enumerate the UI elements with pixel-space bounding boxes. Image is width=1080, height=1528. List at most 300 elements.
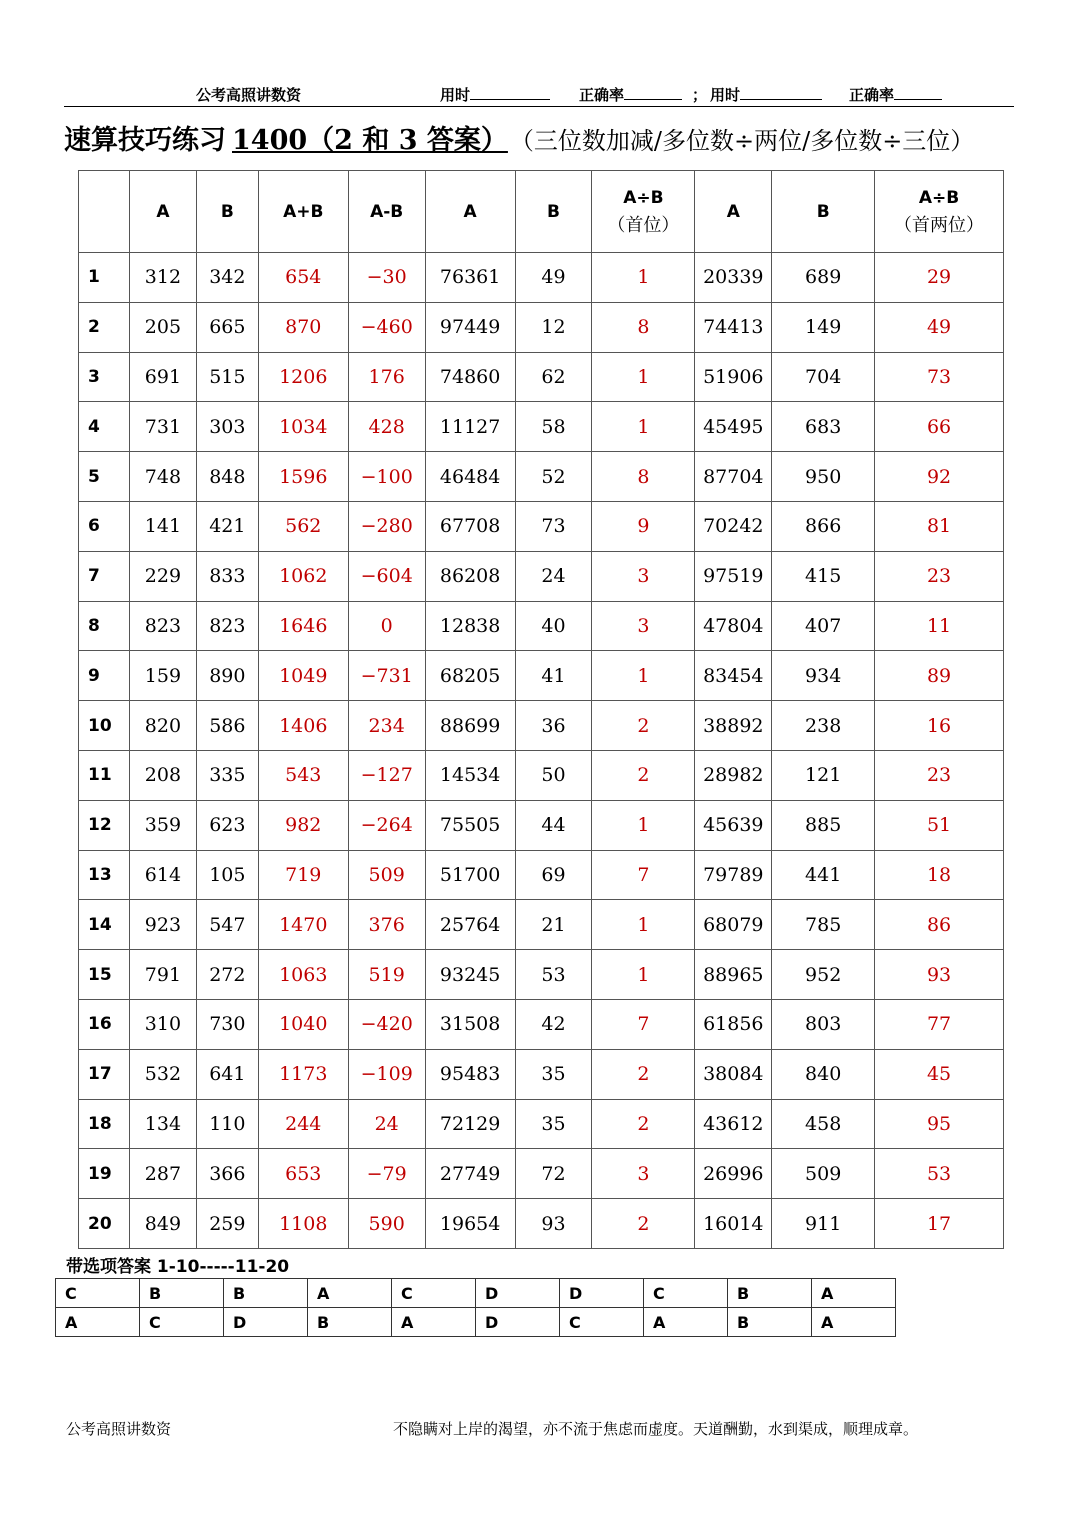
option-cell: C [560,1308,644,1337]
value-cell: 366 [196,1149,258,1199]
value-cell: 35 [515,1099,592,1149]
value-cell: 458 [772,1099,875,1149]
answer-cell: 45 [875,1049,1004,1099]
value-cell: 312 [129,253,196,303]
value-cell: 16014 [695,1199,772,1249]
value-cell: 47804 [695,601,772,651]
option-cell: D [560,1279,644,1308]
answer-cell: 654 [258,253,348,303]
value-cell: 791 [129,950,196,1000]
answer-cell: 8 [592,302,695,352]
answer-cell: 77 [875,999,1004,1049]
value-cell: 93245 [425,950,515,1000]
row-index: 14 [79,900,130,950]
table-row [79,651,1004,701]
answer-cell: 81 [875,501,1004,551]
row-index: 15 [79,950,130,1000]
value-cell: 110 [196,1099,258,1149]
value-cell: 923 [129,900,196,950]
answer-cell: 1049 [258,651,348,701]
answer-cell: 9 [592,501,695,551]
table-row [79,302,1004,352]
value-cell: 50 [515,750,592,800]
option-cell: B [728,1308,812,1337]
answer-cell: 92 [875,452,1004,502]
value-cell: 73 [515,501,592,551]
value-cell: 14534 [425,750,515,800]
row-index: 3 [79,352,130,402]
row-index: 16 [79,999,130,1049]
options-row [56,1279,896,1308]
header-diff: A-B [348,171,425,253]
value-cell: 19654 [425,1199,515,1249]
value-cell: 79789 [695,850,772,900]
value-cell: 890 [196,651,258,701]
value-cell: 51700 [425,850,515,900]
value-cell: 785 [772,900,875,950]
option-cell: C [56,1279,140,1308]
value-cell: 31508 [425,999,515,1049]
answer-cell: 1406 [258,701,348,751]
answer-cell: 428 [348,402,425,452]
value-cell: 515 [196,352,258,402]
table-row [79,452,1004,502]
title-number: 1400（2 和 3 答案） [232,125,508,156]
answer-cell: 2 [592,750,695,800]
value-cell: 335 [196,750,258,800]
answer-cell: 1 [592,950,695,1000]
answer-cell: 3 [592,1149,695,1199]
answer-cell: 86 [875,900,1004,950]
value-cell: 691 [129,352,196,402]
option-cell: A [56,1308,140,1337]
value-cell: 49 [515,253,592,303]
answer-cell: 51 [875,800,1004,850]
value-cell: 823 [129,601,196,651]
value-cell: 614 [129,850,196,900]
footer-motto: 不隐瞒对上岸的渴望，亦不流于焦虑而虚度。天道酬勤，水到渠成，顺理成章。 [393,1420,919,1438]
table-row [79,800,1004,850]
value-cell: 310 [129,999,196,1049]
answer-cell: 3 [592,601,695,651]
value-cell: 69 [515,850,592,900]
value-cell: 641 [196,1049,258,1099]
value-cell: 45639 [695,800,772,850]
row-index: 6 [79,501,130,551]
answer-cell: 244 [258,1099,348,1149]
value-cell: 415 [772,551,875,601]
value-cell: 46484 [425,452,515,502]
answer-cell: 24 [348,1099,425,1149]
answer-cell: 719 [258,850,348,900]
answer-cell: 1 [592,352,695,402]
value-cell: 833 [196,551,258,601]
value-cell: 105 [196,850,258,900]
value-cell: 509 [772,1149,875,1199]
value-cell: 43612 [695,1099,772,1149]
answer-cell: 3 [592,551,695,601]
header-div-two-label: A÷B [918,187,960,208]
value-cell: 83454 [695,651,772,701]
table-row [79,501,1004,551]
answer-cell: 1 [592,900,695,950]
value-cell: 52 [515,452,592,502]
row-index: 20 [79,1199,130,1249]
option-cell: D [224,1308,308,1337]
header-index [79,171,130,253]
answer-cell: −280 [348,501,425,551]
value-cell: 421 [196,501,258,551]
header-div-first-label: A÷B [623,187,664,208]
value-cell: 36 [515,701,592,751]
value-cell: 24 [515,551,592,601]
value-cell: 704 [772,352,875,402]
option-cell: D [476,1308,560,1337]
value-cell: 159 [129,651,196,701]
table-row [79,701,1004,751]
option-cell: A [644,1308,728,1337]
header-b3: B [772,171,875,253]
answer-cell: −127 [348,750,425,800]
value-cell: 272 [196,950,258,1000]
value-cell: 28982 [695,750,772,800]
answer-cell: 1470 [258,900,348,950]
answer-cell: 73 [875,352,1004,402]
row-index: 1 [79,253,130,303]
value-cell: 934 [772,651,875,701]
value-cell: 25764 [425,900,515,950]
value-cell: 121 [772,750,875,800]
time-label-2: 用时 [710,86,741,104]
time-blank-2[interactable] [740,85,822,100]
table-row [79,900,1004,950]
answer-cell: 49 [875,302,1004,352]
value-cell: 21 [515,900,592,950]
value-cell: 40 [515,601,592,651]
value-cell: 41 [515,651,592,701]
option-cell: A [812,1279,896,1308]
option-cell: D [476,1279,560,1308]
value-cell: 287 [129,1149,196,1199]
answer-cell: 590 [348,1199,425,1249]
answer-cell: 1173 [258,1049,348,1099]
table-row [79,551,1004,601]
value-cell: 20339 [695,253,772,303]
time-field-1[interactable] [440,84,550,105]
value-cell: 730 [196,999,258,1049]
header-sum: A+B [258,171,348,253]
answer-cell: 2 [592,1049,695,1099]
option-cell: B [308,1308,392,1337]
value-cell: 885 [772,800,875,850]
value-cell: 342 [196,253,258,303]
time-field-2[interactable] [710,84,822,105]
answer-cell: 93 [875,950,1004,1000]
value-cell: 68205 [425,651,515,701]
answer-cell: 1063 [258,950,348,1000]
option-cell: C [140,1308,224,1337]
options-table [55,1278,896,1337]
time-blank-1[interactable] [470,85,550,100]
accuracy-blank-2[interactable] [894,85,942,100]
answer-cell: 29 [875,253,1004,303]
row-index: 5 [79,452,130,502]
value-cell: 689 [772,253,875,303]
value-cell: 97449 [425,302,515,352]
answer-cell: 7 [592,850,695,900]
value-cell: 303 [196,402,258,452]
value-cell: 952 [772,950,875,1000]
value-cell: 12 [515,302,592,352]
value-cell: 75505 [425,800,515,850]
table-row [79,950,1004,1000]
value-cell: 441 [772,850,875,900]
table-row [79,1099,1004,1149]
title-subtitle: （三位数加减/多位数÷两位/多位数÷三位） [521,127,975,155]
value-cell: 58 [515,402,592,452]
answer-cell: 509 [348,850,425,900]
row-index: 8 [79,601,130,651]
header-a2: A [425,171,515,253]
value-cell: 95483 [425,1049,515,1099]
answer-cell: 1 [592,800,695,850]
value-cell: 840 [772,1049,875,1099]
options-label: 带选项答案 1-10-----11-20 [66,1257,290,1277]
answer-cell: 1062 [258,551,348,601]
row-index: 18 [79,1099,130,1149]
value-cell: 665 [196,302,258,352]
header-divider [64,106,1014,107]
accuracy-label-2: 正确率 [849,86,895,104]
value-cell: 51906 [695,352,772,402]
table-row [79,1049,1004,1099]
value-cell: 97519 [695,551,772,601]
row-index: 2 [79,302,130,352]
header-a1: A [129,171,196,253]
value-cell: 72 [515,1149,592,1199]
value-cell: 88965 [695,950,772,1000]
answer-cell: 17 [875,1199,1004,1249]
value-cell: 229 [129,551,196,601]
answer-cell: 66 [875,402,1004,452]
value-cell: 911 [772,1199,875,1249]
answer-cell: 1040 [258,999,348,1049]
answer-cell: −460 [348,302,425,352]
value-cell: 950 [772,452,875,502]
header-div-two-sub: （首两位） [894,214,985,236]
table-row [79,402,1004,452]
options-body [56,1279,896,1337]
value-cell: 86208 [425,551,515,601]
answer-cell: 176 [348,352,425,402]
answer-cell: 1108 [258,1199,348,1249]
option-cell: B [140,1279,224,1308]
value-cell: 149 [772,302,875,352]
row-index: 13 [79,850,130,900]
value-cell: 70242 [695,501,772,551]
option-cell: C [644,1279,728,1308]
answer-cell: 1 [592,651,695,701]
answer-cell: −30 [348,253,425,303]
value-cell: 141 [129,501,196,551]
option-cell: C [392,1279,476,1308]
value-cell: 53 [515,950,592,1000]
table-body [79,253,1004,1249]
value-cell: 68079 [695,900,772,950]
accuracy-field-2[interactable] [849,84,942,105]
value-cell: 683 [772,402,875,452]
row-index: 10 [79,701,130,751]
answer-cell: 653 [258,1149,348,1199]
value-cell: 76361 [425,253,515,303]
answer-cell: 2 [592,1199,695,1249]
answer-cell: 1034 [258,402,348,452]
answer-cell: 1596 [258,452,348,502]
table-row [79,750,1004,800]
answer-cell: 519 [348,950,425,1000]
answer-cell: 982 [258,800,348,850]
answer-cell: 1 [592,253,695,303]
answer-cell: 53 [875,1149,1004,1199]
option-cell: A [308,1279,392,1308]
answer-cell: −604 [348,551,425,601]
answer-cell: 870 [258,302,348,352]
answer-cell: 1646 [258,601,348,651]
value-cell: 62 [515,352,592,402]
value-cell: 26996 [695,1149,772,1199]
value-cell: 38892 [695,701,772,751]
value-cell: 623 [196,800,258,850]
value-cell: 547 [196,900,258,950]
table-row [79,1149,1004,1199]
value-cell: 848 [196,452,258,502]
table-row [79,850,1004,900]
value-cell: 38084 [695,1049,772,1099]
options-row [56,1308,896,1337]
answer-cell: 234 [348,701,425,751]
accuracy-blank-1[interactable] [624,85,682,100]
row-index: 19 [79,1149,130,1199]
row-index: 4 [79,402,130,452]
answer-cell: 11 [875,601,1004,651]
option-cell: B [224,1279,308,1308]
value-cell: 42 [515,999,592,1049]
value-cell: 12838 [425,601,515,651]
answer-cell: −731 [348,651,425,701]
value-cell: 866 [772,501,875,551]
value-cell: 44 [515,800,592,850]
answer-cell: 376 [348,900,425,950]
value-cell: 87704 [695,452,772,502]
header-brand: 公考高照讲数资 [196,86,302,104]
answer-cell: −109 [348,1049,425,1099]
answer-cell: 0 [348,601,425,651]
answer-cell: 89 [875,651,1004,701]
value-cell: 61856 [695,999,772,1049]
row-index: 9 [79,651,130,701]
value-cell: 532 [129,1049,196,1099]
value-cell: 820 [129,701,196,751]
row-index: 17 [79,1049,130,1099]
answer-cell: 2 [592,1099,695,1149]
page-title [64,118,1044,158]
page-header [0,64,1080,108]
table-row [79,1199,1004,1249]
answer-cell: 1206 [258,352,348,402]
answer-cell: −100 [348,452,425,502]
row-index: 11 [79,750,130,800]
value-cell: 205 [129,302,196,352]
value-cell: 74413 [695,302,772,352]
footer-brand: 公考高照讲数资 [66,1420,172,1438]
value-cell: 259 [196,1199,258,1249]
answer-cell: 16 [875,701,1004,751]
value-cell: 35 [515,1049,592,1099]
header-div-two [875,171,1004,253]
header-b2: B [515,171,592,253]
exercise-table [78,170,1004,1249]
time-label-1: 用时 [440,86,471,104]
value-cell: 67708 [425,501,515,551]
answer-cell: 8 [592,452,695,502]
answer-cell: 18 [875,850,1004,900]
accuracy-field-1[interactable] [579,84,682,105]
answer-cell: 562 [258,501,348,551]
value-cell: 407 [772,601,875,651]
option-cell: A [392,1308,476,1337]
answer-cell: −420 [348,999,425,1049]
header-div-first-sub: （首位） [607,214,680,236]
answer-cell: 1 [592,402,695,452]
value-cell: 803 [772,999,875,1049]
table-row [79,253,1004,303]
answer-cell: 2 [592,701,695,751]
title-main: 速算技巧练习 [64,125,226,156]
value-cell: 731 [129,402,196,452]
value-cell: 88699 [425,701,515,751]
table-header-row [79,171,1004,253]
header-a3: A [695,171,772,253]
value-cell: 134 [129,1099,196,1149]
value-cell: 359 [129,800,196,850]
option-cell: A [812,1308,896,1337]
value-cell: 93 [515,1199,592,1249]
table-row [79,601,1004,651]
value-cell: 849 [129,1199,196,1249]
answer-cell: 7 [592,999,695,1049]
header-b1: B [196,171,258,253]
answer-cell: −264 [348,800,425,850]
row-index: 12 [79,800,130,850]
value-cell: 72129 [425,1099,515,1149]
value-cell: 27749 [425,1149,515,1199]
answer-cell: 23 [875,750,1004,800]
value-cell: 586 [196,701,258,751]
header-div-first [592,171,695,253]
option-cell: B [728,1279,812,1308]
value-cell: 45495 [695,402,772,452]
answer-cell: 23 [875,551,1004,601]
header-separator: ； [692,86,708,104]
accuracy-label-1: 正确率 [579,86,625,104]
value-cell: 823 [196,601,258,651]
answer-cell: 543 [258,750,348,800]
row-index: 7 [79,551,130,601]
value-cell: 748 [129,452,196,502]
value-cell: 74860 [425,352,515,402]
value-cell: 238 [772,701,875,751]
value-cell: 208 [129,750,196,800]
